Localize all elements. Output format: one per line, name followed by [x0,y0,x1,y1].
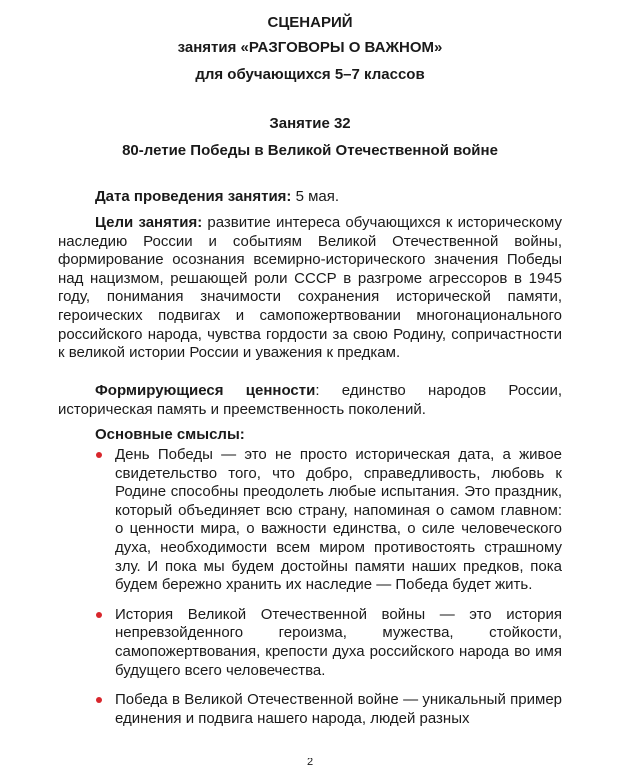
meanings-title: Основные смыслы: [95,426,245,443]
goals-label: Цели занятия: [95,214,203,231]
bullet-icon [96,612,102,618]
bullet-icon [96,697,102,703]
goals-text: развитие интереса обучающихся к историческому наследию России и событиям Великой Отечественной войны, формирование осознания всемирно-исторического значения Победы над нацизмом, решающей роли СССР в разгроме агрессоров в 1945 году, понимания значимости сохранения исторической памяти, героических подвигах и самопожертвовании многонационального российского народа, чувства гордости за свою Родину, сопричастности к великой истории России и уважения к предкам. [58,214,562,362]
lesson-number: Занятие 32 [269,115,351,132]
page-number: 2 [306,758,314,766]
date-label: Дата проведения занятия: [95,188,292,205]
goals-paragraph [58,214,562,363]
date-paragraph [58,188,562,207]
list-item [58,606,562,680]
list-item-text: Победа в Великой Отечественной войне — уникальный пример единения и подвига нашего народа, людей разных [115,691,562,727]
values-paragraph [58,382,562,419]
date-value: 5 мая. [291,188,340,205]
list-item-text: История Великой Отечественной войны — это история непревзойденного героизма, мужества, стойкости, самопожертвования, крепости духа российского народа во имя будущего всего человечества. [115,605,562,679]
list-item-text: День Победы — это не просто историческая дата, а живое свидетельство того, что добро, справедливость, любовь к Родине способны преодолеть любые испытания. Это праздник, который объединяет всю страну, напоминая о самом главном: о ценности мира, о важности единства, о силе человеческого духа, необходимости всем миром противостоять страшному злу. И пока мы будем достойны памяти наших предков, пока будем бережно хранить их наследие — Победа будет жить. [115,446,562,594]
values-text: : единство народов России, историческая память и преемственность поколений. [58,382,562,418]
scenario-title: СЦЕНАРИЙ [267,14,353,31]
meanings-list [58,446,562,739]
audience-line: для обучающихся 5–7 классов [195,66,425,83]
list-item [58,446,562,595]
lesson-topic: 80-летие Победы в Великой Отечественной войне [122,142,498,159]
values-label: Формирующиеся ценности [95,382,316,399]
scenario-subtitle: занятия «РАЗГОВОРЫ О ВАЖНОМ» [177,39,443,56]
list-item [58,691,562,728]
bullet-icon [96,452,102,458]
